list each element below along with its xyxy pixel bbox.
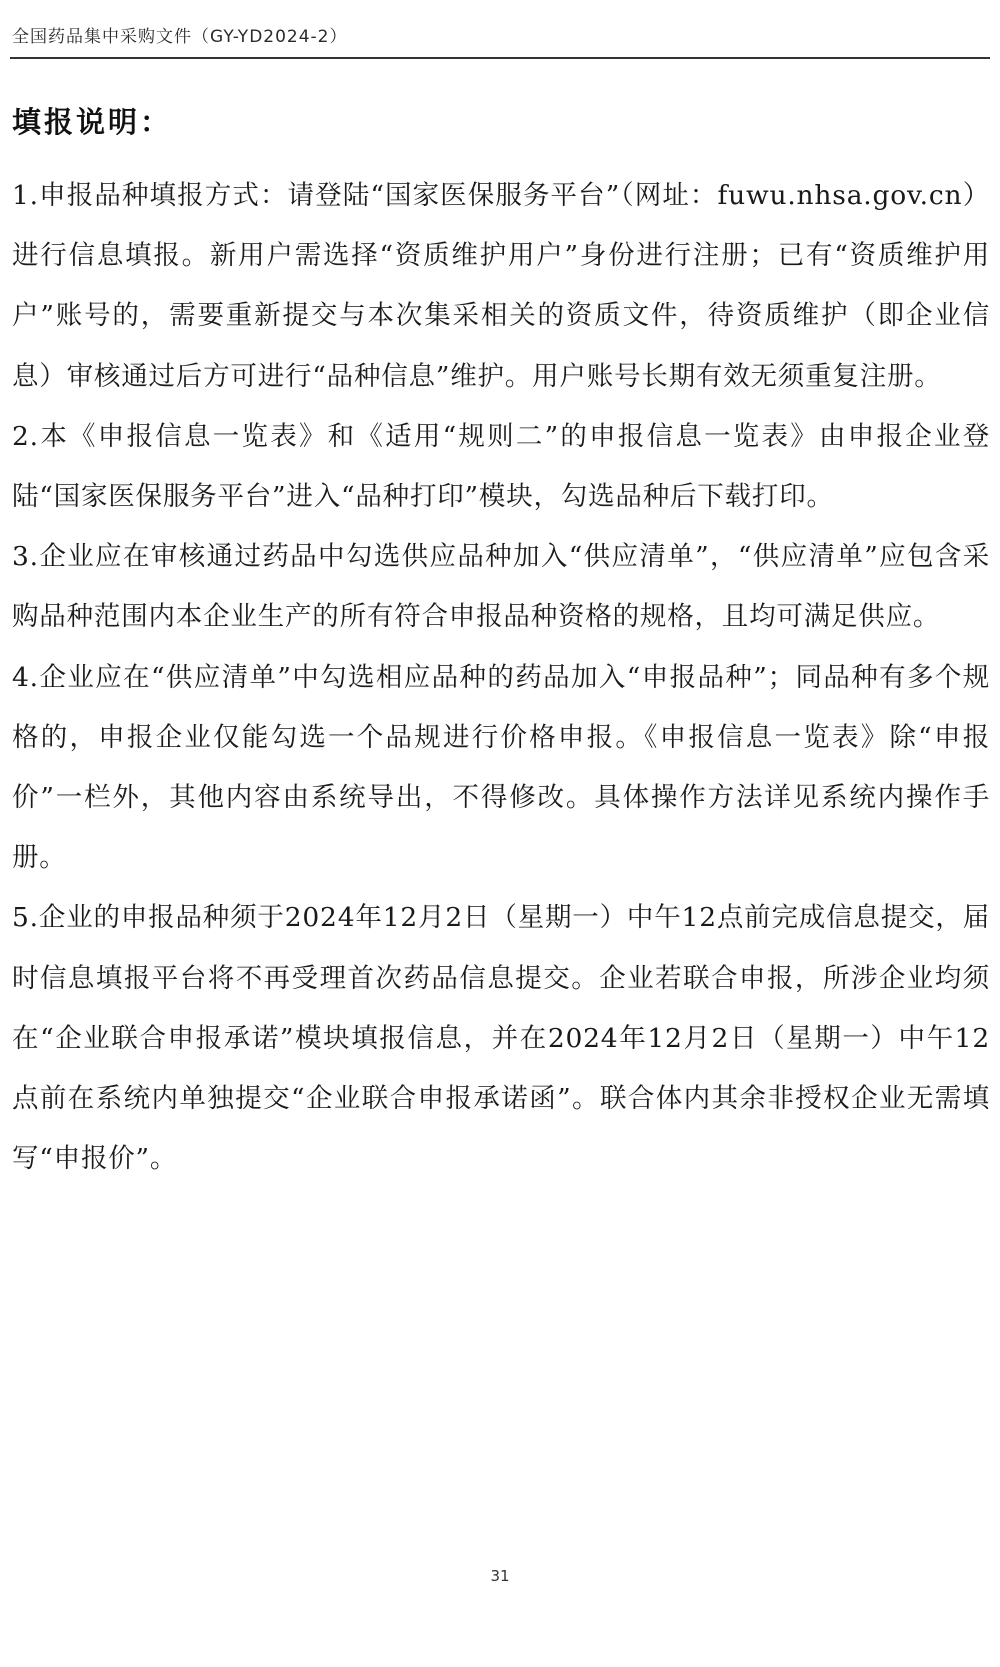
running-header: 全国药品集中采购文件（GY-YD2024-2）	[12, 27, 348, 47]
paragraph-4: 4.企业应在“供应清单”中勾选相应品种的药品加入“申报品种”；同品种有多个规格的，申报企业仅能勾选一个品规进行价格申报。《申报信息一览表》除“申报价”一栏外，其他内容由系统导出，不得修改。具体操作方法详见系统内操作手册。	[12, 661, 990, 874]
section-heading: 填报说明：	[12, 105, 173, 139]
body-text	[12, 166, 990, 1189]
page-number: 31	[490, 1567, 510, 1585]
paragraph-1: 1.申报品种填报方式：请登陆“国家医保服务平台”（网址：fuwu.nhsa.gov.cn）进行信息填报。新用户需选择“资质维护用户”身份进行注册；已有“资质维护用户”账号的，需要重新提交与本次集采相关的资质文件，待资质维护（即企业信息）审核通过后方可进行“品种信息”维护。用户账号长期有效无须重复注册。	[12, 180, 990, 392]
paragraph-5: 5.企业的申报品种须于2024年12月2日（星期一）中午12点前完成信息提交，届时信息填报平台将不再受理首次药品信息提交。企业若联合申报，所涉企业均须在“企业联合申报承诺”模块填报信息，并在2024年12月2日（星期一）中午12点前在系统内单独提交“企业联合申报承诺函”。联合体内其余非授权企业无需填写“申报价”。	[12, 902, 990, 1175]
paragraph-3: 3.企业应在审核通过药品中勾选供应品种加入“供应清单”，“供应清单”应包含采购品种范围内本企业生产的所有符合申报品种资格的规格，且均可满足供应。	[12, 541, 990, 633]
header-divider	[10, 57, 990, 59]
paragraph-2: 2.本《申报信息一览表》和《适用“规则二”的申报信息一览表》由申报企业登陆“国家医保服务平台”进入“品种打印”模块，勾选品种后下载打印。	[12, 420, 990, 513]
